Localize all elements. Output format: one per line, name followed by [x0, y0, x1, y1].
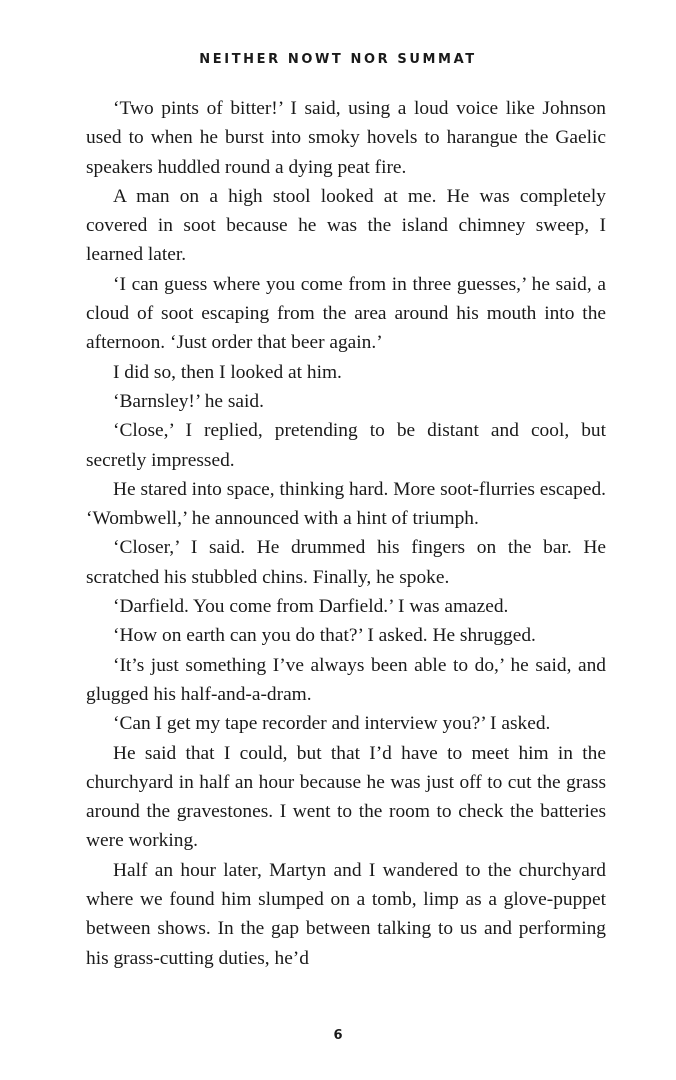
- paragraph: ‘I can guess where you come from in three guesses,’ he said, a cloud of soot escaping from the area around his mouth into the afternoon. ‘Just order that beer again.’: [86, 273, 606, 354]
- paragraph: ‘How on earth can you do that?’ I asked. He shrugged.: [113, 625, 536, 647]
- body-text: [86, 94, 606, 973]
- paragraph: ‘Darfield. You come from Darfield.’ I was amazed.: [113, 596, 509, 618]
- paragraph: ‘Closer,’ I said. He drummed his fingers on the bar. He scratched his stubbled chins. Finally, he spoke.: [86, 537, 606, 588]
- paragraph: ‘Close,’ I replied, pretending to be distant and cool, but secretly impressed.: [86, 420, 606, 471]
- paragraph: Half an hour later, Martyn and I wandered to the churchyard where we found him slumped on a tomb, limp as a glove-puppet between shows. In the gap between talking to us and performing his grass-cutting duties, he’d: [86, 859, 606, 969]
- paragraph: He said that I could, but that I’d have to meet him in the churchyard in half an hour because he was just off to cut the grass around the gravestones. I went to the room to check the batteries were working.: [86, 742, 606, 852]
- paragraph: I did so, then I looked at him.: [113, 361, 342, 383]
- running-head: NEITHER NOWT NOR SUMMAT: [199, 52, 477, 67]
- page-number: 6: [333, 1028, 343, 1043]
- paragraph: ‘Two pints of bitter!’ I said, using a loud voice like Johnson used to when he burst into smoky hovels to harangue the Gaelic speakers huddled round a dying peat fire.: [86, 98, 606, 178]
- paragraph: ‘It’s just something I’ve always been able to do,’ he said, and glugged his half-and-a-dram.: [86, 654, 606, 705]
- paragraph: He stared into space, thinking hard. More soot-flurries escaped. ‘Wombwell,’ he announced with a hint of triumph.: [86, 478, 606, 530]
- paragraph: ‘Can I get my tape recorder and interview you?’ I asked.: [113, 713, 551, 735]
- paragraph: ‘Barnsley!’ he said.: [113, 390, 264, 412]
- paragraph: A man on a high stool looked at me. He was completely covered in soot because he was the island chimney sweep, I learned later.: [86, 185, 606, 266]
